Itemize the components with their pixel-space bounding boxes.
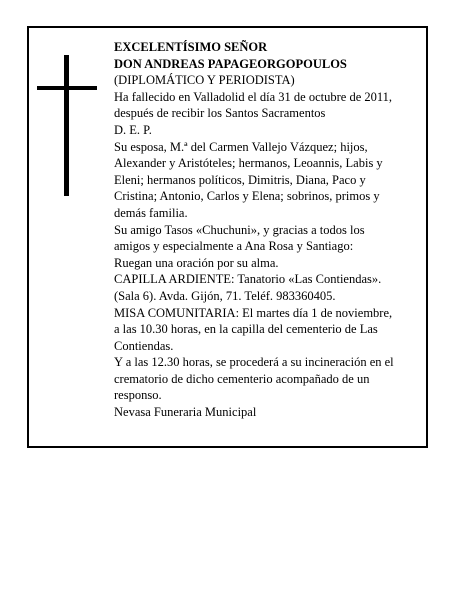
family-line: demás familia. [114, 205, 188, 220]
obituary-text [114, 39, 426, 421]
cross-icon [37, 55, 97, 196]
mass-line: Contiendas. [114, 338, 174, 353]
friends-line: amigos y especialmente a Ana Rosa y Santiago: [114, 239, 354, 254]
funeral-chapel-line: (Sala 6). Avda. Gijón, 71. Teléf. 983360405. [114, 288, 336, 303]
deceased-honorific: EXCELENTÍSIMO SEÑOR [114, 40, 268, 54]
cremation-line: Y a las 12.30 horas, se procederá a su incineración en el [114, 355, 394, 370]
rip-line: D. E. P. [114, 122, 152, 137]
deceased-profession: (DIPLOMÁTICO Y PERIODISTA) [114, 73, 295, 88]
friends-line: Su amigo Tasos «Chuchuni», y gracias a todos los [114, 222, 365, 237]
prayer-request-line: Ruegan una oración por su alma. [114, 255, 279, 270]
mass-line: a las 10.30 horas, en la capilla del cementerio de Las [114, 322, 378, 337]
cremation-line: crematorio de dicho cementerio acompañado de un [114, 371, 370, 386]
funeral-home-name: Nevasa Funeraria Municipal [114, 405, 257, 420]
death-announcement-line: Ha fallecido en Valladolid el día 31 de octubre de 2011, [114, 89, 393, 104]
cross-vertical-bar [64, 55, 69, 196]
cross-horizontal-bar [37, 86, 97, 90]
family-line: Cristina; Antonio, Carlos y Elena; sobrinos, primos y [114, 189, 380, 204]
funeral-chapel-line: CAPILLA ARDIENTE: Tanatorio «Las Contiendas». [114, 272, 382, 287]
family-line: Alexander y Aristóteles; hermanos, Leoannis, Labis y [114, 156, 383, 171]
deceased-name: DON ANDREAS PAPAGEORGOPOULOS [114, 56, 347, 71]
mass-line: MISA COMUNITARIA: El martes día 1 de noviembre, [114, 305, 393, 320]
family-line: Su esposa, M.ª del Carmen Vallejo Vázquez; hijos, [114, 139, 368, 154]
family-line: Eleni; hermanos políticos, Dimitris, Diana, Paco y [114, 172, 366, 187]
cremation-line: responso. [114, 388, 162, 403]
death-announcement-line: después de recibir los Santos Sacramentos [114, 106, 326, 121]
